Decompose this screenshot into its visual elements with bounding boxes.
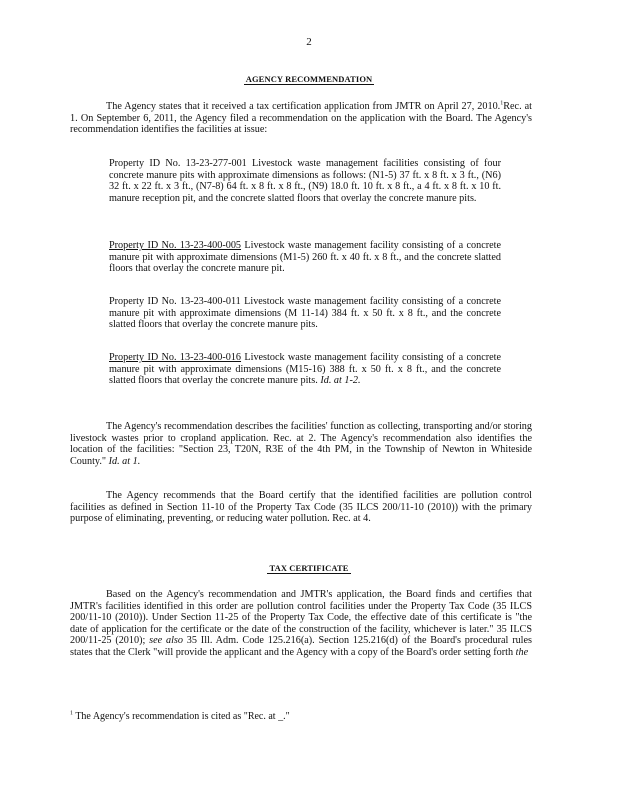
quote-block-property-400-005 [109,240,501,275]
paragraph-agency-describes-text: The Agency's recommendation describes the facilities' function as collecting, transporting and/or storing livestock wastes prior to cropland application. Rec. at 2. The Agency's recommendation also identifies the location of the facilities: "Section 23, T20N, R3E of the 4th PM, in the Township of Newton in Whiteside County." [70,421,532,467]
paragraph-agency-describes-cite: Id. at 1. [106,455,141,467]
quote-block-text: Livestock waste management facilities consisting of four concrete manure pits with approximate dimensions as follows: (N1-5) 37 ft. x 8 ft. x 3 ft., (N6) 32 ft. x 22 ft. x 3 ft., (N7-8) 64 ft. x 8 ft. x 8 ft., (N9) 18.0 ft. 10 ft. x 8 ft., a 4 ft. x 8 ft. x 10 ft. manure reception pit, and the concrete slatted floors that overlay the concrete manure pits. [109,158,501,204]
heading-tax-certificate [0,563,618,573]
quote-block-text: Livestock waste management facility consisting of a concrete manure pit with approximate dimensions (M15-16) 388 ft. x 50 ft. x 8 ft., and the concrete slatted floors that overlay the concrete manure pits. [109,352,501,387]
paragraph-agency-describes [70,421,532,467]
footnote-reference: 1 [500,100,504,107]
quote-block-lead: Property ID No. 13-23-277-001 [109,158,247,169]
paragraph-board-certifies [70,589,532,659]
quote-block-text: Livestock waste management facility consisting of a concrete manure pit with approximate dimensions (M 11-14) 384 ft. x 50 ft. x 8 ft., and the concrete slatted floors that overlay the concrete manure pits. [109,296,501,331]
paragraph-board-certifies-trailing: the [513,646,529,658]
paragraph-agency-recommends [70,490,532,525]
heading-agency-recommendation [0,74,618,84]
paragraph-board-certifies-see-also: see also [145,635,183,647]
quote-block-property-400-016 [109,352,501,387]
quote-block-lead: Property ID No. 13-23-400-005 [109,240,242,251]
quote-block-lead: Property ID No. 13-23-400-011 [109,296,241,307]
footnote [70,711,532,723]
paragraph-agency-received [70,101,532,136]
paragraph-agency-recommends-text: The Agency recommends that the Board certify that the identified facilities are pollution control facilities as defined in Section 11-10 of the Property Tax Code (35 ILCS 200/11-10 (2010)) with the primary purpose of eliminating, preventing, or reducing water pollution. Rec. at 4. [70,490,532,525]
paragraph-board-certifies-part1: Based on the Agency's recommendation and JMTR's application, the Board finds and certifies that JMTR's facilities identified in this order are pollution control facilities under the Property Tax Code (35 ILCS 200/11-10 (2010)). Under Section 11-25 of the Property Tax Code, the effective date of this certificate is "the date of application for the certificate or the date of the construction of the facility, whichever is later." 35 ILCS 200/11-25 (2010); [70,589,532,647]
footnote-number: 1 [70,710,73,717]
quote-block-text: Livestock waste management facility consisting of a concrete manure pit with approximate dimensions (M1-5) 260 ft. x 40 ft. x 8 ft., and the concrete slatted floors that overlay the concrete manure pit. [109,240,501,275]
quote-block-property-277-001 [109,158,501,204]
page-number: 2 [306,36,312,48]
footnote-text: The Agency's recommendation is cited as "Rec. at _." [73,711,290,722]
heading-agency-recommendation-text: AGENCY RECOMMENDATION [245,74,373,84]
paragraph-agency-received-part1: The Agency states that it received a tax certification application from JMTR on April 27, 2010. [106,101,501,112]
quote-block-cite: Id. at 1-2. [317,375,361,387]
quote-block-property-400-011 [109,296,501,331]
quote-block-lead: Property ID No. 13-23-400-016 [109,352,242,363]
heading-tax-certificate-text: TAX CERTIFICATE [269,563,349,573]
paragraph-agency-received-part2: Rec. at 1. On September 6, 2011, the Agency filed a recommendation on the application with the Board. The Agency's recommendation identifies the facilities at issue: [70,101,532,136]
paragraph-board-certifies-part2: 35 Ill. Adm. Code 125.216(a). Section 125.216(d) of the Board's procedural rules states that the Clerk "will provide the applicant and the Agency with a copy of the Board's order setting forth [70,635,532,658]
